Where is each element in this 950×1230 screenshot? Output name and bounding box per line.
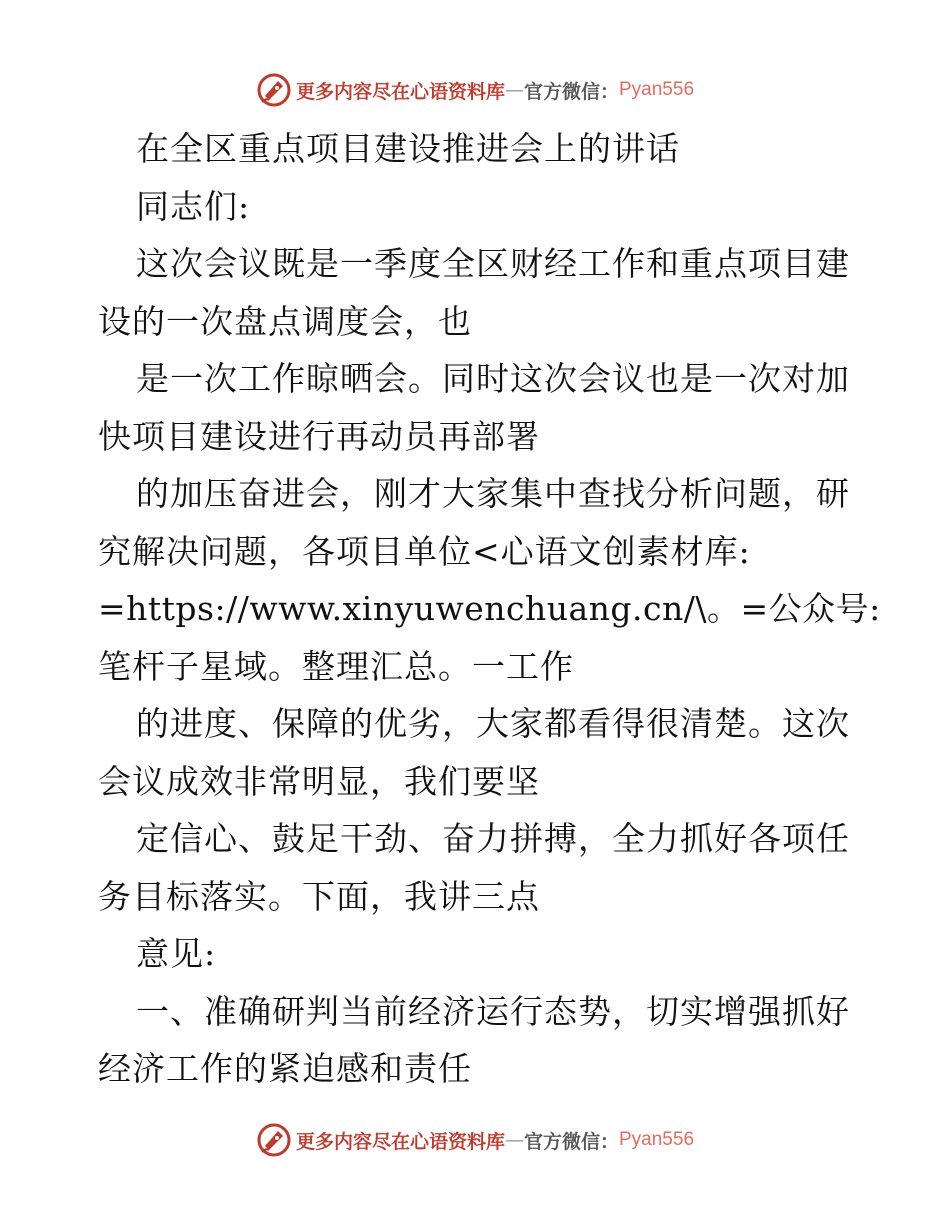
salutation: 同志们:: [136, 186, 251, 226]
banner-wechat-id: Pyan556: [619, 1129, 695, 1150]
document-body: [98, 120, 881, 1098]
paragraph-line: 的加压奋进会，刚才大家集中查找分析问题，研: [136, 474, 850, 513]
document-title: 在全区重点项目建设推进会上的讲话: [136, 129, 680, 168]
banner-text: 更多内容尽在心语资料库: [295, 1130, 505, 1153]
banner-separator: —: [504, 1129, 524, 1151]
paragraph-line: 这次会议既是一季度全区财经工作和重点项目建: [136, 244, 850, 283]
banner-wechat-label: 官方微信：: [523, 1130, 619, 1153]
footer-watermark-banner: [0, 1120, 950, 1160]
banner-separator: —: [504, 79, 524, 101]
paragraph-line: 务目标落实。下面，我讲三点: [98, 876, 540, 916]
paragraph-line: 意见:: [136, 934, 217, 973]
banner-text: 更多内容尽在心语资料库: [295, 80, 505, 103]
url-line: =https://www.xinyuwenchuang.cn/\。=公众号:: [98, 589, 881, 628]
paragraph-line: 定信心、鼓足干劲、奋力拼搏，全力抓好各项任: [136, 819, 850, 858]
header-watermark-banner: [0, 70, 950, 110]
section-heading-line: 经济工作的紧迫感和责任: [98, 1049, 472, 1088]
paragraph-line: 究解决问题，各项目单位<心语文创素材库:: [98, 531, 751, 571]
paragraph-line: 的进度、保障的优劣，大家都看得很清楚。这次: [136, 704, 850, 743]
pen-nib-logo-icon: [256, 1122, 292, 1158]
paragraph-line: 会议成效非常明显，我们要坚: [98, 761, 540, 801]
paragraph-line: 笔杆子星域。整理汇总。一工作: [98, 646, 574, 686]
paragraph-line: 设的一次盘点调度会，也: [98, 301, 472, 341]
paragraph-line: 是一次工作晾晒会。同时这次会议也是一次对加: [136, 359, 850, 398]
banner-wechat-label: 官方微信：: [523, 80, 619, 103]
paragraph-line: 快项目建设进行再动员再部署: [98, 416, 540, 456]
section-heading-line: 一、准确研判当前经济运行态势，切实增强抓好: [136, 991, 850, 1031]
pen-nib-logo-icon: [256, 72, 292, 108]
banner-wechat-id: Pyan556: [619, 79, 695, 100]
